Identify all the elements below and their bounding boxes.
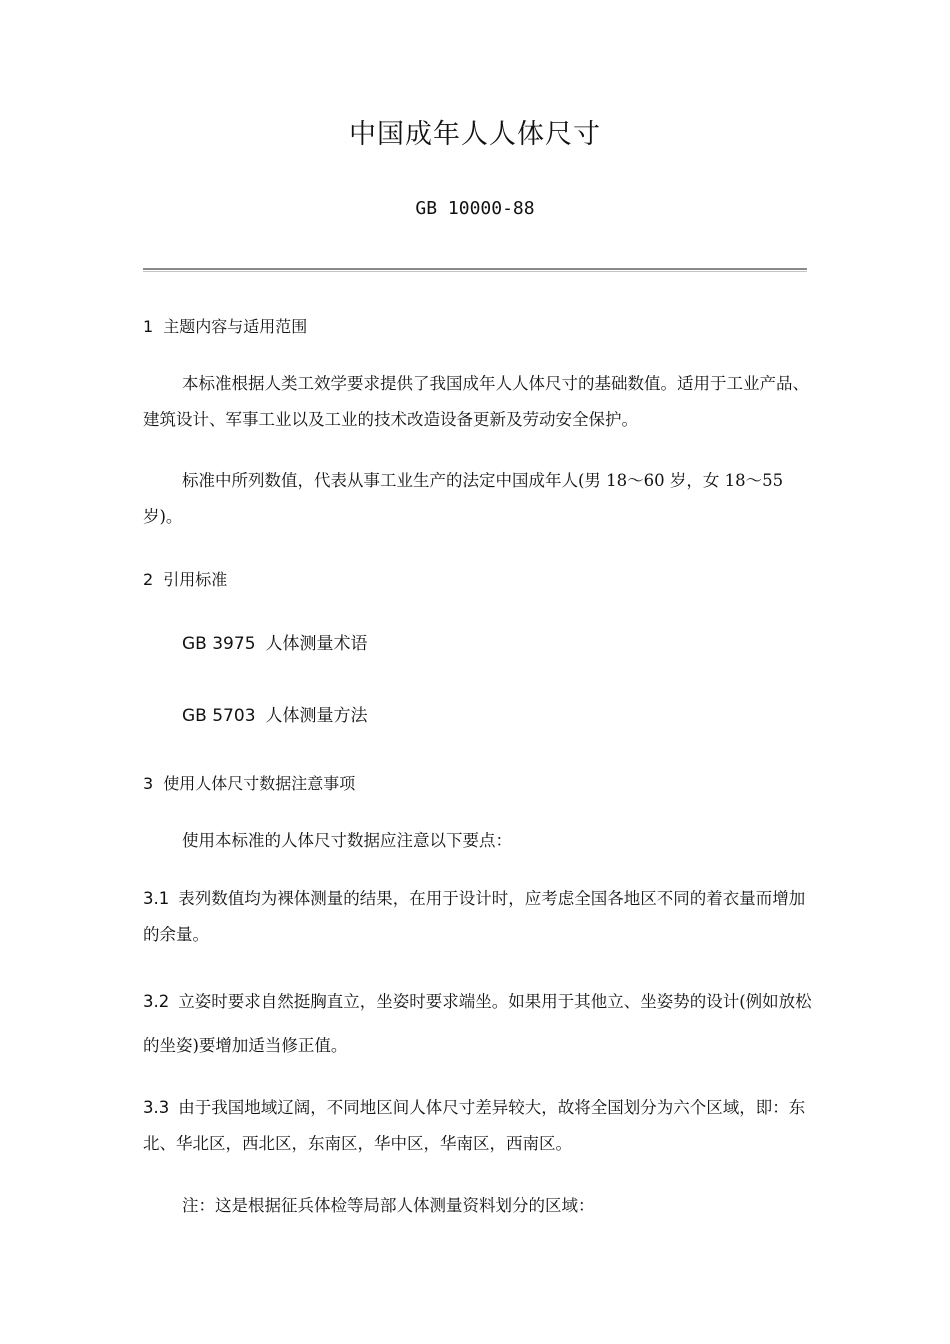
section-number: 1 (143, 317, 154, 336)
clause-number: 3.2 (143, 992, 170, 1011)
section-3-note: 注：这是根据征兵体检等局部人体测量资料划分的区域： (182, 1196, 595, 1215)
clause-3-3 (143, 1090, 813, 1162)
section-title: 主题内容与适用范围 (163, 317, 308, 336)
section-3-heading (143, 771, 355, 794)
section-title: 引用标准 (163, 570, 228, 589)
reference-standard-item (182, 629, 368, 654)
clause-3-1 (143, 881, 813, 953)
section-1-heading (143, 314, 307, 337)
clause-3-2 (143, 980, 813, 1068)
section-title: 使用人体尺寸数据注意事项 (163, 774, 356, 793)
clause-text: 立姿时要求自然挺胸直立，坐姿时要求端坐。如果用于其他立、坐姿势的设计(例如放松的坐姿)要增加适当修正值。 (143, 992, 812, 1055)
clause-number: 3.3 (143, 1098, 170, 1117)
section-3-intro: 使用本标准的人体尺寸数据应注意以下要点： (182, 831, 512, 850)
section-1-paragraph-1: 本标准根据人类工效学要求提供了我国成年人人体尺寸的基础数值。适用于工业产品、建筑设计、军事工业以及工业的技术改造设备更新及劳动安全保护。 (143, 374, 809, 429)
reference-code: GB 5703 (182, 706, 256, 726)
header-divider (143, 268, 807, 270)
document-title: 中国成年人人体尺寸 (349, 119, 601, 150)
reference-title: 人体测量术语 (265, 634, 368, 654)
reference-title: 人体测量方法 (265, 706, 368, 726)
standard-code: GB 10000-88 (415, 198, 535, 219)
clause-number: 3.1 (143, 889, 170, 908)
header-divider-shadow (143, 271, 807, 272)
section-1-paragraph-2: 标准中所列数值，代表从事工业生产的法定中国成年人(男 18～60 岁，女 18～55 岁)。 (143, 471, 784, 526)
reference-standard-item (182, 701, 368, 726)
clause-text: 表列数值均为裸体测量的结果，在用于设计时，应考虑全国各地区不同的着衣量而增加的余量。 (143, 889, 806, 944)
section-number: 2 (143, 570, 154, 589)
reference-code: GB 3975 (182, 634, 256, 654)
section-number: 3 (143, 774, 154, 793)
clause-text: 由于我国地域辽阔，不同地区间人体尺寸差异较大，故将全国划分为六个区域，即：东北、华北区，西北区，东南区，华中区，华南区，西南区。 (143, 1098, 806, 1153)
section-2-heading (143, 567, 227, 590)
